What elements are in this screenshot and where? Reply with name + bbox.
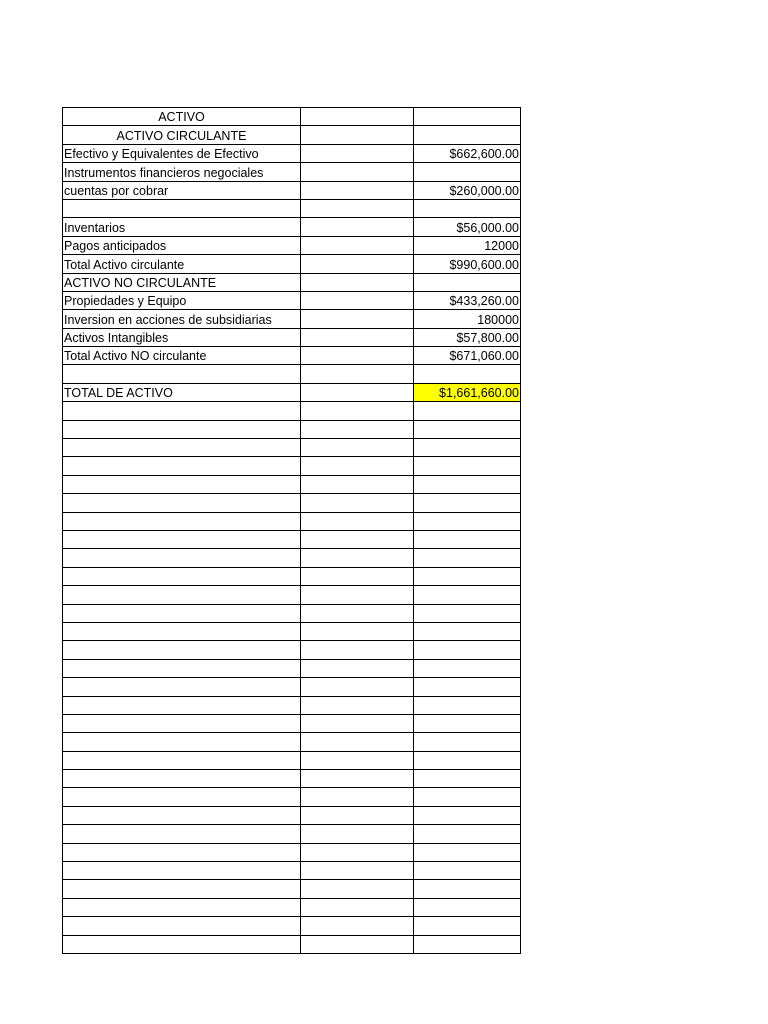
empty-table-row	[63, 917, 521, 935]
empty-table-row	[63, 659, 521, 677]
empty-cell[interactable]	[414, 880, 521, 898]
row-label-cell[interactable]: TOTAL DE ACTIVO	[63, 383, 301, 401]
empty-cell[interactable]	[63, 659, 301, 677]
row-amount-cell[interactable]: 12000	[414, 236, 521, 254]
empty-table-row	[63, 641, 521, 659]
row-label-cell[interactable]: Inversion en acciones de subsidiarias	[63, 310, 301, 328]
empty-table-row	[63, 678, 521, 696]
empty-cell[interactable]	[414, 457, 521, 475]
empty-cell[interactable]	[301, 549, 414, 567]
empty-cell[interactable]	[301, 126, 414, 144]
empty-cell[interactable]	[63, 880, 301, 898]
empty-cell[interactable]	[301, 402, 414, 420]
empty-cell[interactable]	[63, 567, 301, 585]
empty-cell[interactable]	[301, 494, 414, 512]
empty-table-row	[63, 586, 521, 604]
empty-cell[interactable]	[301, 917, 414, 935]
row-amount-cell[interactable]: $260,000.00	[414, 181, 521, 199]
empty-table-row	[63, 862, 521, 880]
empty-cell[interactable]	[63, 770, 301, 788]
empty-cell[interactable]	[301, 512, 414, 530]
table-row	[63, 328, 521, 346]
row-label-cell[interactable]: Total Activo NO circulante	[63, 347, 301, 365]
empty-table-row	[63, 770, 521, 788]
empty-cell[interactable]	[63, 512, 301, 530]
row-amount-cell[interactable]: 180000	[414, 310, 521, 328]
empty-cell[interactable]	[63, 825, 301, 843]
empty-cell[interactable]	[301, 567, 414, 585]
empty-cell[interactable]	[301, 255, 414, 273]
empty-cell[interactable]	[301, 457, 414, 475]
empty-cell[interactable]	[301, 678, 414, 696]
table-row	[63, 347, 521, 365]
table-row	[63, 181, 521, 199]
empty-cell[interactable]	[301, 475, 414, 493]
empty-cell[interactable]	[63, 475, 301, 493]
empty-cell[interactable]	[301, 898, 414, 916]
empty-cell[interactable]	[414, 917, 521, 935]
row-label-cell[interactable]: ACTIVO CIRCULANTE	[63, 126, 301, 144]
empty-cell[interactable]	[414, 402, 521, 420]
empty-cell[interactable]	[63, 457, 301, 475]
row-label-cell[interactable]: Pagos anticipados	[63, 236, 301, 254]
empty-cell[interactable]	[301, 163, 414, 181]
empty-table-row	[63, 475, 521, 493]
empty-cell[interactable]	[63, 898, 301, 916]
empty-table-row	[63, 898, 521, 916]
empty-cell[interactable]	[301, 604, 414, 622]
row-amount-cell[interactable]: $662,600.00	[414, 144, 521, 162]
empty-cell[interactable]	[414, 494, 521, 512]
row-amount-cell[interactable]: $56,000.00	[414, 218, 521, 236]
row-label-cell[interactable]	[63, 199, 301, 217]
table-row	[63, 144, 521, 162]
empty-cell[interactable]	[63, 935, 301, 953]
empty-table-row	[63, 843, 521, 861]
empty-cell[interactable]	[301, 144, 414, 162]
empty-cell[interactable]	[301, 236, 414, 254]
empty-cell[interactable]	[63, 806, 301, 824]
row-amount-cell[interactable]: $57,800.00	[414, 328, 521, 346]
empty-cell[interactable]	[301, 880, 414, 898]
empty-cell[interactable]	[301, 383, 414, 401]
empty-table-row	[63, 457, 521, 475]
row-label-cell[interactable]: Propiedades y Equipo	[63, 291, 301, 309]
empty-cell[interactable]	[414, 439, 521, 457]
empty-cell[interactable]	[414, 733, 521, 751]
empty-cell[interactable]	[414, 659, 521, 677]
empty-cell[interactable]	[301, 347, 414, 365]
table-row	[63, 310, 521, 328]
empty-cell[interactable]	[63, 641, 301, 659]
empty-cell[interactable]	[63, 843, 301, 861]
empty-table-row	[63, 622, 521, 640]
row-amount-cell[interactable]	[414, 126, 521, 144]
empty-cell[interactable]	[63, 549, 301, 567]
empty-cell[interactable]	[301, 751, 414, 769]
empty-cell[interactable]	[63, 788, 301, 806]
empty-table-row	[63, 806, 521, 824]
empty-cell[interactable]	[414, 512, 521, 530]
row-amount-cell[interactable]	[414, 108, 521, 126]
row-label-cell[interactable]	[63, 365, 301, 383]
table-row	[63, 255, 521, 273]
empty-cell[interactable]	[63, 678, 301, 696]
empty-cell[interactable]	[63, 714, 301, 732]
empty-cell[interactable]	[63, 696, 301, 714]
empty-cell[interactable]	[63, 604, 301, 622]
table-row	[63, 218, 521, 236]
table-row	[63, 291, 521, 309]
empty-cell[interactable]	[63, 862, 301, 880]
empty-cell[interactable]	[414, 898, 521, 916]
empty-cell[interactable]	[63, 439, 301, 457]
balance-sheet-body	[63, 108, 521, 954]
empty-cell[interactable]	[63, 420, 301, 438]
empty-cell[interactable]	[301, 788, 414, 806]
empty-cell[interactable]	[301, 218, 414, 236]
empty-cell[interactable]	[414, 567, 521, 585]
empty-cell[interactable]	[414, 622, 521, 640]
empty-cell[interactable]	[301, 586, 414, 604]
empty-table-row	[63, 935, 521, 953]
empty-cell[interactable]	[301, 843, 414, 861]
empty-cell[interactable]	[414, 843, 521, 861]
empty-cell[interactable]	[63, 917, 301, 935]
empty-table-row	[63, 714, 521, 732]
row-amount-cell[interactable]	[414, 199, 521, 217]
row-amount-cell[interactable]: $1,661,660.00	[414, 383, 521, 401]
row-label-cell[interactable]: Inventarios	[63, 218, 301, 236]
empty-cell[interactable]	[301, 199, 414, 217]
empty-cell[interactable]	[301, 310, 414, 328]
empty-cell[interactable]	[301, 825, 414, 843]
empty-cell[interactable]	[63, 622, 301, 640]
empty-table-row	[63, 604, 521, 622]
empty-cell[interactable]	[301, 181, 414, 199]
table-row	[63, 126, 521, 144]
empty-cell[interactable]	[301, 439, 414, 457]
empty-cell[interactable]	[63, 586, 301, 604]
empty-cell[interactable]	[301, 291, 414, 309]
row-label-cell[interactable]: Efectivo y Equivalentes de Efectivo	[63, 144, 301, 162]
table-row	[63, 383, 521, 401]
row-label-cell[interactable]: ACTIVO	[63, 108, 301, 126]
empty-table-row	[63, 825, 521, 843]
empty-cell[interactable]	[414, 788, 521, 806]
empty-table-row	[63, 567, 521, 585]
empty-cell[interactable]	[414, 420, 521, 438]
empty-cell[interactable]	[414, 475, 521, 493]
empty-cell[interactable]	[414, 806, 521, 824]
empty-table-row	[63, 402, 521, 420]
row-label-cell[interactable]: Total Activo circulante	[63, 255, 301, 273]
row-amount-cell[interactable]: $990,600.00	[414, 255, 521, 273]
empty-table-row	[63, 512, 521, 530]
empty-cell[interactable]	[301, 273, 414, 291]
empty-cell[interactable]	[414, 935, 521, 953]
empty-cell[interactable]	[414, 604, 521, 622]
empty-cell[interactable]	[63, 751, 301, 769]
row-amount-cell[interactable]	[414, 365, 521, 383]
table-row	[63, 365, 521, 383]
empty-cell[interactable]	[301, 733, 414, 751]
empty-cell[interactable]	[301, 530, 414, 548]
empty-cell[interactable]	[63, 733, 301, 751]
empty-cell[interactable]	[301, 420, 414, 438]
empty-cell[interactable]	[414, 770, 521, 788]
table-row	[63, 199, 521, 217]
empty-cell[interactable]	[301, 659, 414, 677]
empty-cell[interactable]	[414, 751, 521, 769]
empty-cell[interactable]	[63, 402, 301, 420]
empty-cell[interactable]	[414, 641, 521, 659]
empty-cell[interactable]	[414, 825, 521, 843]
empty-table-row	[63, 439, 521, 457]
empty-table-row	[63, 420, 521, 438]
empty-cell[interactable]	[414, 530, 521, 548]
empty-cell[interactable]	[63, 530, 301, 548]
row-amount-cell[interactable]	[414, 163, 521, 181]
row-amount-cell[interactable]	[414, 273, 521, 291]
empty-table-row	[63, 880, 521, 898]
row-label-cell[interactable]: cuentas por cobrar	[63, 181, 301, 199]
empty-cell[interactable]	[301, 714, 414, 732]
empty-cell[interactable]	[414, 714, 521, 732]
empty-cell[interactable]	[301, 770, 414, 788]
table-row	[63, 108, 521, 126]
empty-cell[interactable]	[414, 549, 521, 567]
table-row	[63, 273, 521, 291]
empty-cell[interactable]	[301, 328, 414, 346]
empty-table-row	[63, 733, 521, 751]
balance-sheet-table	[62, 107, 521, 954]
row-amount-cell[interactable]: $433,260.00	[414, 291, 521, 309]
row-label-cell[interactable]: Instrumentos financieros negociales	[63, 163, 301, 181]
empty-cell[interactable]	[301, 108, 414, 126]
row-label-cell[interactable]: Activos Intangibles	[63, 328, 301, 346]
empty-table-row	[63, 788, 521, 806]
empty-cell[interactable]	[414, 678, 521, 696]
empty-cell[interactable]	[63, 494, 301, 512]
empty-cell[interactable]	[301, 696, 414, 714]
empty-cell[interactable]	[414, 586, 521, 604]
row-label-cell[interactable]: ACTIVO NO CIRCULANTE	[63, 273, 301, 291]
empty-table-row	[63, 530, 521, 548]
empty-cell[interactable]	[301, 862, 414, 880]
table-row	[63, 163, 521, 181]
empty-table-row	[63, 696, 521, 714]
empty-cell[interactable]	[301, 935, 414, 953]
empty-table-row	[63, 751, 521, 769]
empty-cell[interactable]	[414, 862, 521, 880]
row-amount-cell[interactable]: $671,060.00	[414, 347, 521, 365]
empty-table-row	[63, 549, 521, 567]
empty-table-row	[63, 494, 521, 512]
empty-cell[interactable]	[301, 641, 414, 659]
empty-cell[interactable]	[301, 365, 414, 383]
table-row	[63, 236, 521, 254]
empty-cell[interactable]	[301, 622, 414, 640]
empty-cell[interactable]	[414, 696, 521, 714]
empty-cell[interactable]	[301, 806, 414, 824]
